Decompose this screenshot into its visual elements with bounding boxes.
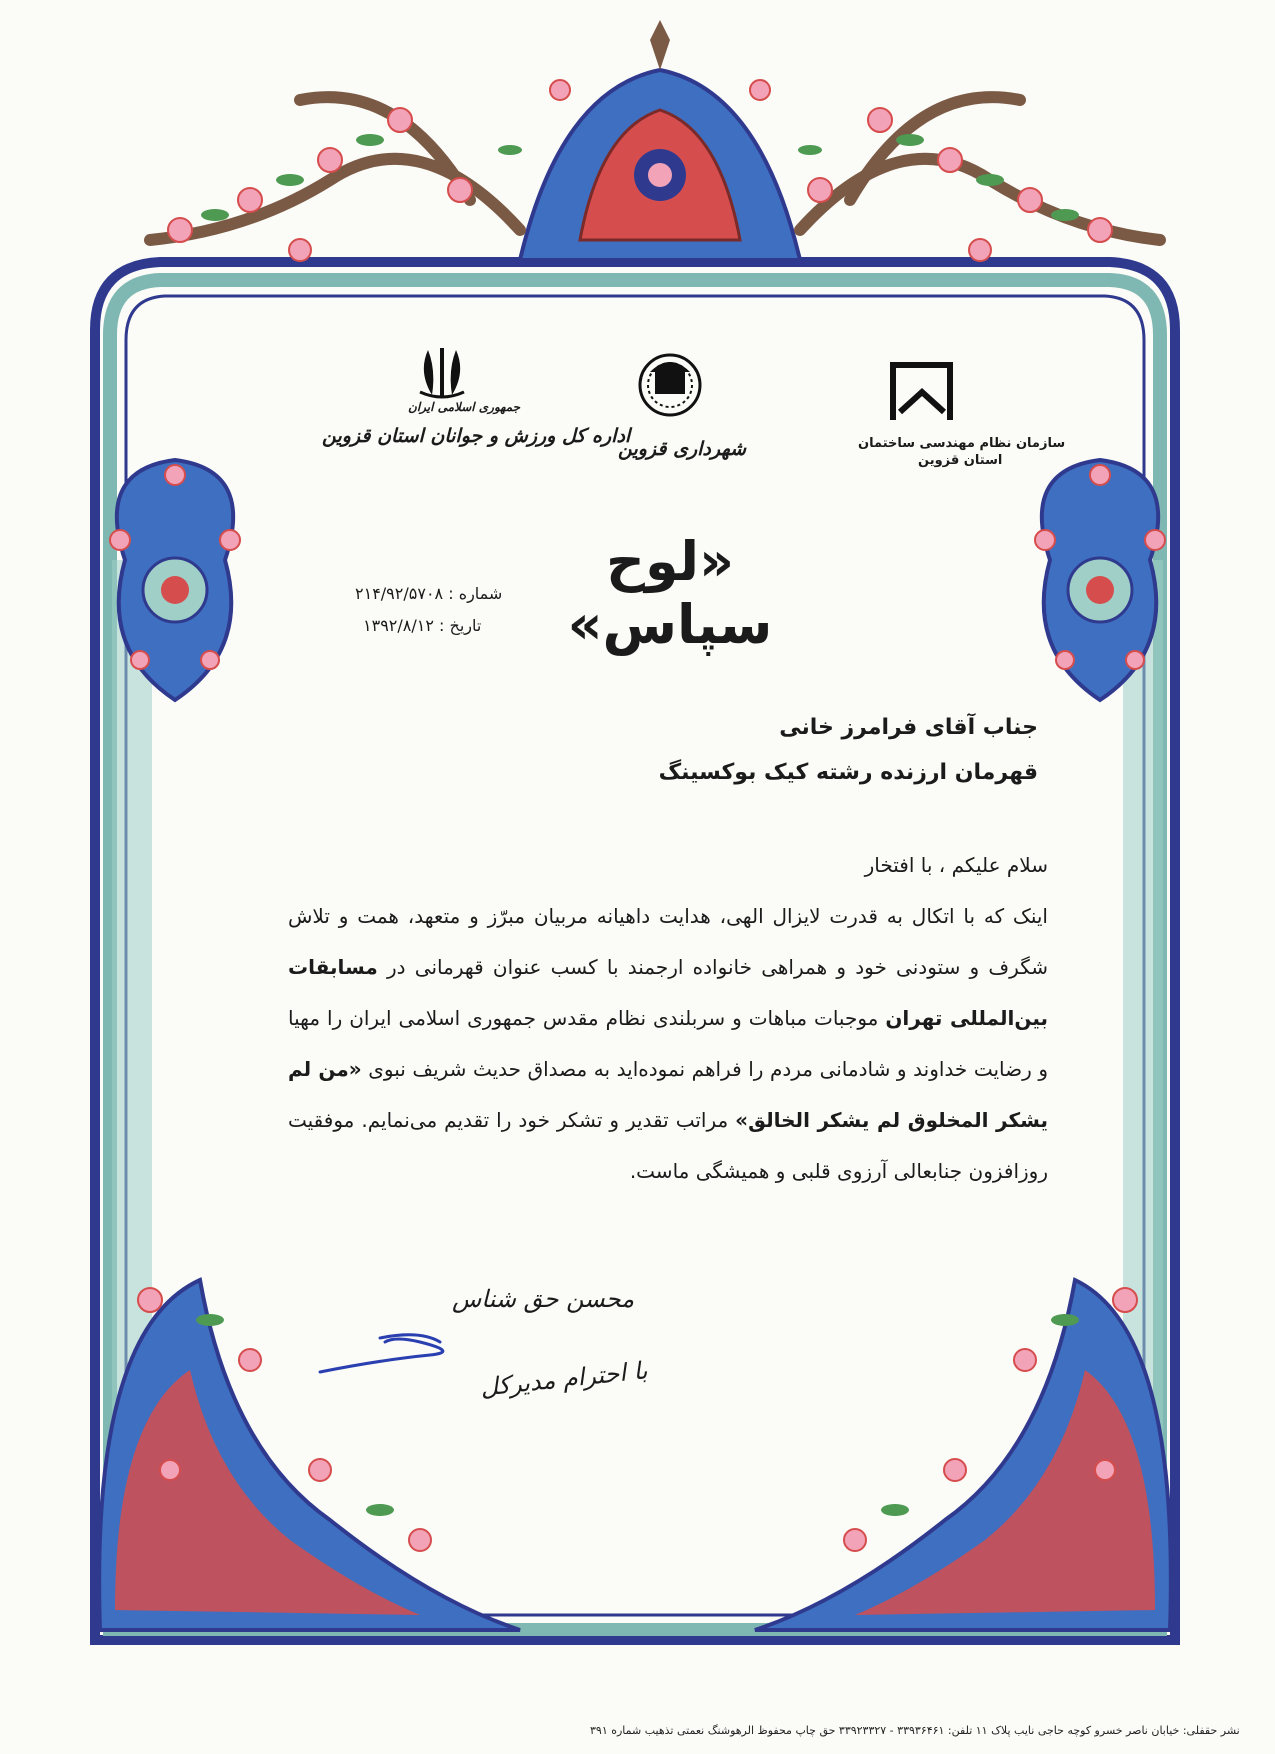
engineering-org-emblem-icon [893, 365, 950, 420]
date-label: تاریخ : [439, 616, 482, 635]
engineering-org-province: استان قزوین [918, 453, 1003, 468]
date-value: ۱۳۹۲/۸/۱۲ [363, 616, 434, 635]
municipality-name: شهرداری قزوین [618, 438, 747, 460]
number-value: ۲۱۴/۹۲/۵۷۰۸ [355, 584, 444, 603]
recipient-name: جناب آقای فرامرز خانی [779, 715, 1038, 740]
greeting: سلام علیکم ، با افتخار [864, 853, 1048, 877]
signatory-title: با احترام مدیرکل [478, 1356, 649, 1402]
number-label: شماره : [448, 584, 503, 603]
recipient-title: قهرمان ارزنده رشته کیک بوکسینگ [658, 760, 1038, 785]
emblem-caption: جمهوری اسلامی ایران [408, 400, 521, 414]
body-paragraph [288, 891, 1048, 1197]
print-footer: نشر حقفلی: خیابان ناصر خسرو کوچه حاجی نایب پلاک ۱۱ تلفن: ۳۳۹۳۶۴۶۱ - ۳۳۹۲۳۳۲۷ حق چاپ محفوظ الرهوشنگ نعمتی تذهیب شماره ۳۹۱ [590, 1724, 1240, 1737]
certificate-title: «لوح سپاس» [567, 530, 773, 656]
letter-body [288, 840, 1048, 1197]
letter-date [363, 616, 481, 635]
body-text-2: موجبات مباهات و سربلندی نظام مقدس جمهوری اسلامی ایران را مهیا و رضایت خداوند و شادمانی مردم را فراهم نموده‌اید به مصداق حدیث شریف نبوی [288, 1006, 1048, 1081]
body-text-3: مراتب تقدیر و تشکر خود را تقدیم می‌نمایم. موفقیت روزافزون جنابعالی آرزوی قلبی و همیشگی ماست. [288, 1108, 1048, 1183]
bottom-right-ornament [755, 1280, 1171, 1630]
engineering-org-name: سازمان نظام مهندسی ساختمان [858, 436, 1066, 451]
municipality-emblem-icon [640, 355, 700, 415]
letter-number [355, 584, 502, 603]
bottom-left-ornament [99, 1280, 520, 1630]
signatory-name: محسن حق شناس [452, 1285, 635, 1313]
competition-name: مسابقات بین‌المللی تهران [288, 955, 1048, 1030]
hadith-quote: «من لم یشکر المخلوق لم یشکر الخالق» [288, 1057, 1048, 1132]
signature-scribble [320, 1335, 443, 1372]
body-text-1: اینک که با اتکال به قدرت لایزال الهی، هدایت داهیانه مربیان مبرّز و متعهد، همت و تلاش شگرف و ستودنی خود و همراهی خانواده ارجمند با کسب عنوان قهرمانی در [288, 904, 1049, 979]
sports-office-name: اداره کل ورزش و جوانان استان قزوین [322, 425, 631, 447]
top-crown-ornament [520, 20, 800, 260]
iran-emblem-icon [420, 348, 464, 397]
